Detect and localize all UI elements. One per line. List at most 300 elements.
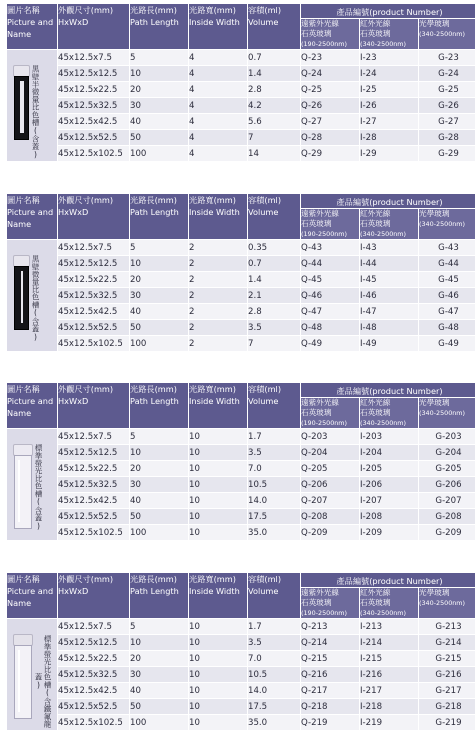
- header-optical-glass: [419, 209, 475, 239]
- cuvette-reflection: [18, 650, 20, 712]
- inside-width-cell: 2: [189, 304, 247, 319]
- header-line: 容積(ml): [248, 195, 282, 205]
- ir-number-cell: I-204: [360, 445, 418, 460]
- path-length-cell: 20: [130, 651, 188, 666]
- inside-width-cell: 10: [189, 715, 247, 730]
- header-line: HxWxD: [58, 396, 89, 406]
- optical-number-cell: G-49: [419, 336, 475, 351]
- header-line: 光路長(mm): [130, 574, 177, 584]
- header-ir-quartz: [360, 19, 418, 49]
- header-line: Path Length: [130, 586, 179, 596]
- ir-number-cell: I-45: [360, 272, 418, 287]
- header-line: 圖片名稱: [7, 5, 40, 15]
- path-length-cell: 10: [130, 256, 188, 271]
- header-volume: [248, 383, 300, 428]
- optical-number-cell: G-205: [419, 461, 475, 476]
- cuvette-icon: [13, 255, 28, 329]
- path-length-cell: 30: [130, 477, 188, 492]
- ir-number-cell: I-25: [360, 82, 418, 97]
- header-line: 紅外光線: [360, 588, 391, 597]
- product-name-label: 標準螢光比色槽(含蓋): [34, 443, 43, 530]
- optical-number-cell: G-206: [419, 477, 475, 492]
- ir-number-cell: I-49: [360, 336, 418, 351]
- wavelength-range: (190-2500nm): [301, 419, 348, 427]
- optical-number-cell: G-208: [419, 509, 475, 524]
- cuvette-image-cell: [7, 240, 57, 351]
- table-row: [7, 699, 475, 714]
- header-line: 光學玻璃: [419, 19, 450, 28]
- inside-width-cell: 2: [189, 240, 247, 255]
- ir-number-cell: I-23: [360, 50, 418, 65]
- size-cell: 45x12.5x52.5: [58, 699, 129, 714]
- header-line: 遠紫外光線: [301, 19, 339, 28]
- volume-cell: 3.5: [248, 320, 300, 335]
- cuvette-reflection: [18, 460, 20, 522]
- volume-cell: 0.7: [248, 256, 300, 271]
- table-row: [7, 619, 475, 634]
- header-line: Picture and: [7, 396, 54, 406]
- table-row: [7, 114, 475, 129]
- header-line: 石英玻璃: [360, 219, 391, 228]
- optical-number-cell: G-44: [419, 256, 475, 271]
- inside-width-cell: 10: [189, 429, 247, 444]
- inside-width-cell: 4: [189, 130, 247, 145]
- header-path-length: [130, 4, 188, 49]
- size-cell: 45x12.5x32.5: [58, 477, 129, 492]
- volume-cell: 1.7: [248, 429, 300, 444]
- header-ir-quartz: [360, 209, 418, 239]
- header-volume: [248, 573, 300, 618]
- table-row: [7, 477, 475, 492]
- cuvette-image-cell: [7, 429, 57, 540]
- inside-width-cell: 4: [189, 82, 247, 97]
- header-name: [7, 383, 57, 428]
- optical-number-cell: G-29: [419, 146, 475, 161]
- optical-number-cell: G-45: [419, 272, 475, 287]
- size-cell: 45x12.5x42.5: [58, 683, 129, 698]
- header-line: 光學玻璃: [419, 398, 450, 407]
- table-row: [7, 146, 475, 161]
- optical-number-cell: G-28: [419, 130, 475, 145]
- path-length-cell: 40: [130, 304, 188, 319]
- volume-cell: 10.5: [248, 477, 300, 492]
- cuvette-illustration: [8, 241, 56, 351]
- header-inside-width: [189, 573, 247, 618]
- volume-cell: 14: [248, 146, 300, 161]
- cuvette-image-cell: [7, 619, 57, 730]
- optical-number-cell: G-48: [419, 320, 475, 335]
- ir-number-cell: I-217: [360, 683, 418, 698]
- spec-table: [6, 572, 475, 731]
- optical-number-cell: G-215: [419, 651, 475, 666]
- optical-number-cell: G-213: [419, 619, 475, 634]
- optical-number-cell: G-203: [419, 429, 475, 444]
- path-length-cell: 10: [130, 445, 188, 460]
- header-ir-quartz: [360, 588, 418, 618]
- header-product-number: 產品編號(product Number): [301, 4, 475, 18]
- header-quartz: [301, 209, 359, 239]
- table-row: [7, 98, 475, 113]
- optical-number-cell: G-214: [419, 635, 475, 650]
- optical-number-cell: G-46: [419, 288, 475, 303]
- size-cell: 45x12.5x42.5: [58, 304, 129, 319]
- spec-table: [6, 193, 475, 352]
- cuvette-body: [14, 645, 32, 719]
- header-inside-width: [189, 4, 247, 49]
- quartz-number-cell: Q-205: [301, 461, 359, 476]
- header-line: HxWxD: [58, 207, 89, 217]
- quartz-number-cell: Q-214: [301, 635, 359, 650]
- quartz-number-cell: Q-26: [301, 98, 359, 113]
- inside-width-cell: 10: [189, 667, 247, 682]
- header-line: 外觀尺寸(mm): [58, 384, 114, 394]
- quartz-number-cell: Q-46: [301, 288, 359, 303]
- cuvette-illustration: [8, 620, 56, 730]
- ir-number-cell: I-46: [360, 288, 418, 303]
- path-length-cell: 100: [130, 525, 188, 540]
- volume-cell: 1.4: [248, 66, 300, 81]
- spec-table: [6, 3, 475, 162]
- table-row: [7, 336, 475, 351]
- table-row: [7, 461, 475, 476]
- header-line: 石英玻璃: [301, 29, 332, 38]
- path-length-cell: 40: [130, 683, 188, 698]
- volume-cell: 35.0: [248, 715, 300, 730]
- optical-number-cell: G-23: [419, 50, 475, 65]
- size-cell: 45x12.5x7.5: [58, 50, 129, 65]
- table-row: [7, 288, 475, 303]
- header-size: [58, 573, 129, 618]
- optical-number-cell: G-218: [419, 699, 475, 714]
- header-line: 紅外光線: [360, 19, 391, 28]
- volume-cell: 3.5: [248, 445, 300, 460]
- header-line: Picture and: [7, 586, 54, 596]
- path-length-cell: 5: [130, 50, 188, 65]
- path-length-cell: 20: [130, 272, 188, 287]
- inside-width-cell: 10: [189, 699, 247, 714]
- cuvette-body: [14, 455, 32, 529]
- wavelength-range: (190-2500nm): [301, 230, 348, 238]
- quartz-number-cell: Q-28: [301, 130, 359, 145]
- table-row: [7, 429, 475, 444]
- volume-cell: 7.0: [248, 461, 300, 476]
- volume-cell: 1.4: [248, 272, 300, 287]
- header-line: 光路寬(mm): [189, 574, 236, 584]
- spec-table-block-4: [6, 572, 470, 731]
- quartz-number-cell: Q-45: [301, 272, 359, 287]
- quartz-number-cell: Q-209: [301, 525, 359, 540]
- quartz-number-cell: Q-23: [301, 50, 359, 65]
- header-row: [7, 4, 475, 18]
- quartz-number-cell: Q-24: [301, 66, 359, 81]
- cuvette-window: [21, 271, 23, 323]
- volume-cell: 4.2: [248, 98, 300, 113]
- inside-width-cell: 10: [189, 493, 247, 508]
- ir-number-cell: I-205: [360, 461, 418, 476]
- header-line: 容積(ml): [248, 574, 282, 584]
- path-length-cell: 30: [130, 667, 188, 682]
- header-line: Volume: [248, 396, 279, 406]
- header-name: [7, 573, 57, 618]
- ir-number-cell: I-47: [360, 304, 418, 319]
- header-line: Volume: [248, 207, 279, 217]
- ir-number-cell: I-24: [360, 66, 418, 81]
- size-cell: 45x12.5x32.5: [58, 288, 129, 303]
- path-length-cell: 50: [130, 320, 188, 335]
- inside-width-cell: 10: [189, 525, 247, 540]
- table-row: [7, 525, 475, 540]
- volume-cell: 14.0: [248, 683, 300, 698]
- header-line: Inside Width: [189, 17, 240, 27]
- size-cell: 45x12.5x42.5: [58, 493, 129, 508]
- header-inside-width: [189, 383, 247, 428]
- size-cell: 45x12.5x12.5: [58, 445, 129, 460]
- inside-width-cell: 2: [189, 256, 247, 271]
- quartz-number-cell: Q-204: [301, 445, 359, 460]
- header-line: Inside Width: [189, 207, 240, 217]
- product-name-label: 黑壁半微量比色槽(含蓋): [31, 64, 40, 159]
- inside-width-cell: 2: [189, 336, 247, 351]
- header-size: [58, 383, 129, 428]
- volume-cell: 17.5: [248, 699, 300, 714]
- header-line: Name: [7, 408, 32, 418]
- header-line: 石英玻璃: [360, 598, 391, 607]
- size-cell: 45x12.5x42.5: [58, 114, 129, 129]
- header-line: 石英玻璃: [360, 408, 391, 417]
- path-length-cell: 10: [130, 635, 188, 650]
- size-cell: 45x12.5x102.5: [58, 715, 129, 730]
- quartz-number-cell: Q-207: [301, 493, 359, 508]
- volume-cell: 7: [248, 130, 300, 145]
- inside-width-cell: 10: [189, 619, 247, 634]
- inside-width-cell: 2: [189, 288, 247, 303]
- path-length-cell: 50: [130, 509, 188, 524]
- volume-cell: 17.5: [248, 509, 300, 524]
- table-row: [7, 304, 475, 319]
- header-ir-quartz: [360, 398, 418, 428]
- quartz-number-cell: Q-218: [301, 699, 359, 714]
- cuvette-illustration: [8, 51, 56, 161]
- table-row: [7, 445, 475, 460]
- header-line: 光路長(mm): [130, 195, 177, 205]
- optical-number-cell: G-209: [419, 525, 475, 540]
- header-line: 光學玻璃: [419, 209, 450, 218]
- quartz-number-cell: Q-27: [301, 114, 359, 129]
- volume-cell: 2.8: [248, 304, 300, 319]
- table-row: [7, 66, 475, 81]
- volume-cell: 7: [248, 336, 300, 351]
- ir-number-cell: I-27: [360, 114, 418, 129]
- quartz-number-cell: Q-44: [301, 256, 359, 271]
- header-line: 石英玻璃: [301, 219, 332, 228]
- volume-cell: 0.7: [248, 50, 300, 65]
- header-line: Picture and: [7, 17, 54, 27]
- ir-number-cell: I-28: [360, 130, 418, 145]
- table-row: [7, 50, 475, 65]
- size-cell: 45x12.5x102.5: [58, 336, 129, 351]
- header-line: 遠紫外光線: [301, 588, 339, 597]
- header-line: 光路寬(mm): [189, 195, 236, 205]
- optical-number-cell: G-26: [419, 98, 475, 113]
- header-optical-glass: [419, 588, 475, 618]
- inside-width-cell: 4: [189, 50, 247, 65]
- header-line: 光學玻璃: [419, 588, 450, 597]
- header-product-number: 產品編號(product Number): [301, 383, 475, 397]
- product-name-label: 黑壁微量比色槽(含蓋): [31, 254, 40, 341]
- volume-cell: 3.5: [248, 635, 300, 650]
- spec-table-block-3: [6, 382, 470, 541]
- size-cell: 45x12.5x12.5: [58, 256, 129, 271]
- header-line: Name: [7, 29, 32, 39]
- size-cell: 45x12.5x22.5: [58, 461, 129, 476]
- cuvette-body: [14, 76, 29, 140]
- quartz-number-cell: Q-49: [301, 336, 359, 351]
- ir-number-cell: I-208: [360, 509, 418, 524]
- optical-number-cell: G-43: [419, 240, 475, 255]
- header-line: 外觀尺寸(mm): [58, 195, 114, 205]
- ir-number-cell: I-203: [360, 429, 418, 444]
- size-cell: 45x12.5x32.5: [58, 98, 129, 113]
- spec-table: [6, 382, 475, 541]
- cuvette-body: [14, 266, 29, 330]
- header-name: [7, 194, 57, 239]
- header-line: 容積(ml): [248, 384, 282, 394]
- table-row: [7, 667, 475, 682]
- quartz-number-cell: Q-208: [301, 509, 359, 524]
- header-line: HxWxD: [58, 586, 89, 596]
- size-cell: 45x12.5x32.5: [58, 667, 129, 682]
- wavelength-range: (340-2500nm): [419, 409, 466, 417]
- inside-width-cell: 4: [189, 98, 247, 113]
- header-line: Inside Width: [189, 586, 240, 596]
- optical-number-cell: G-204: [419, 445, 475, 460]
- path-length-cell: 40: [130, 114, 188, 129]
- optical-number-cell: G-216: [419, 667, 475, 682]
- header-line: 光路寬(mm): [189, 5, 236, 15]
- volume-cell: 0.35: [248, 240, 300, 255]
- path-length-cell: 30: [130, 288, 188, 303]
- header-line: 光路長(mm): [130, 5, 177, 15]
- path-length-cell: 5: [130, 429, 188, 444]
- product-name-label: 標準螢光比色槽(含鐵氟龍蓋): [34, 635, 52, 728]
- header-line: 圖片名稱: [7, 384, 40, 394]
- header-line: 外觀尺寸(mm): [58, 574, 114, 584]
- table-row: [7, 683, 475, 698]
- table-row: [7, 82, 475, 97]
- inside-width-cell: 4: [189, 114, 247, 129]
- size-cell: 45x12.5x52.5: [58, 320, 129, 335]
- header-line: Picture and: [7, 207, 54, 217]
- path-length-cell: 40: [130, 493, 188, 508]
- optical-number-cell: G-27: [419, 114, 475, 129]
- ir-number-cell: I-207: [360, 493, 418, 508]
- optical-number-cell: G-207: [419, 493, 475, 508]
- ir-number-cell: I-219: [360, 715, 418, 730]
- quartz-number-cell: Q-25: [301, 82, 359, 97]
- table-row: [7, 651, 475, 666]
- spec-table-block-2: [6, 193, 470, 352]
- optical-number-cell: G-24: [419, 66, 475, 81]
- header-line: 石英玻璃: [301, 408, 332, 417]
- header-row: [7, 194, 475, 208]
- path-length-cell: 100: [130, 146, 188, 161]
- wavelength-range: (340-2500nm): [419, 599, 466, 607]
- inside-width-cell: 2: [189, 272, 247, 287]
- size-cell: 45x12.5x12.5: [58, 635, 129, 650]
- cuvette-window: [20, 81, 24, 133]
- cuvette-illustration: [8, 430, 56, 540]
- header-line: 容積(ml): [248, 5, 282, 15]
- size-cell: 45x12.5x22.5: [58, 651, 129, 666]
- optical-number-cell: G-25: [419, 82, 475, 97]
- ir-number-cell: I-44: [360, 256, 418, 271]
- header-line: Volume: [248, 17, 279, 27]
- cuvette-image-cell: [7, 50, 57, 161]
- quartz-number-cell: Q-29: [301, 146, 359, 161]
- quartz-number-cell: Q-206: [301, 477, 359, 492]
- header-inside-width: [189, 194, 247, 239]
- size-cell: 45x12.5x7.5: [58, 240, 129, 255]
- cuvette-icon: [13, 444, 31, 528]
- ir-number-cell: I-209: [360, 525, 418, 540]
- inside-width-cell: 2: [189, 320, 247, 335]
- wavelength-range: (340-2500nm): [360, 230, 407, 238]
- volume-cell: 2.1: [248, 288, 300, 303]
- volume-cell: 7.0: [248, 651, 300, 666]
- ir-number-cell: I-29: [360, 146, 418, 161]
- inside-width-cell: 10: [189, 461, 247, 476]
- header-line: 遠紫外光線: [301, 398, 339, 407]
- wavelength-range: (190-2500nm): [301, 609, 348, 617]
- header-row: [7, 573, 475, 587]
- table-row: [7, 509, 475, 524]
- size-cell: 45x12.5x22.5: [58, 272, 129, 287]
- header-volume: [248, 4, 300, 49]
- ir-number-cell: I-214: [360, 635, 418, 650]
- header-line: 遠紫外光線: [301, 209, 339, 218]
- path-length-cell: 50: [130, 699, 188, 714]
- wavelength-range: (340-2500nm): [360, 40, 407, 48]
- wavelength-range: (340-2500nm): [419, 220, 466, 228]
- header-row: [7, 383, 475, 397]
- table-row: [7, 715, 475, 730]
- table-row: [7, 130, 475, 145]
- header-path-length: [130, 383, 188, 428]
- header-quartz: [301, 588, 359, 618]
- quartz-number-cell: Q-215: [301, 651, 359, 666]
- header-line: 石英玻璃: [360, 29, 391, 38]
- header-line: 圖片名稱: [7, 574, 40, 584]
- table-row: [7, 493, 475, 508]
- header-line: Path Length: [130, 17, 179, 27]
- volume-cell: 2.8: [248, 82, 300, 97]
- size-cell: 45x12.5x52.5: [58, 130, 129, 145]
- header-size: [58, 194, 129, 239]
- path-length-cell: 100: [130, 336, 188, 351]
- ir-number-cell: I-215: [360, 651, 418, 666]
- quartz-number-cell: Q-43: [301, 240, 359, 255]
- inside-width-cell: 10: [189, 683, 247, 698]
- path-length-cell: 20: [130, 82, 188, 97]
- inside-width-cell: 10: [189, 635, 247, 650]
- quartz-number-cell: Q-219: [301, 715, 359, 730]
- path-length-cell: 50: [130, 130, 188, 145]
- volume-cell: 5.6: [248, 114, 300, 129]
- quartz-number-cell: Q-213: [301, 619, 359, 634]
- volume-cell: 10.5: [248, 667, 300, 682]
- path-length-cell: 5: [130, 619, 188, 634]
- ir-number-cell: I-43: [360, 240, 418, 255]
